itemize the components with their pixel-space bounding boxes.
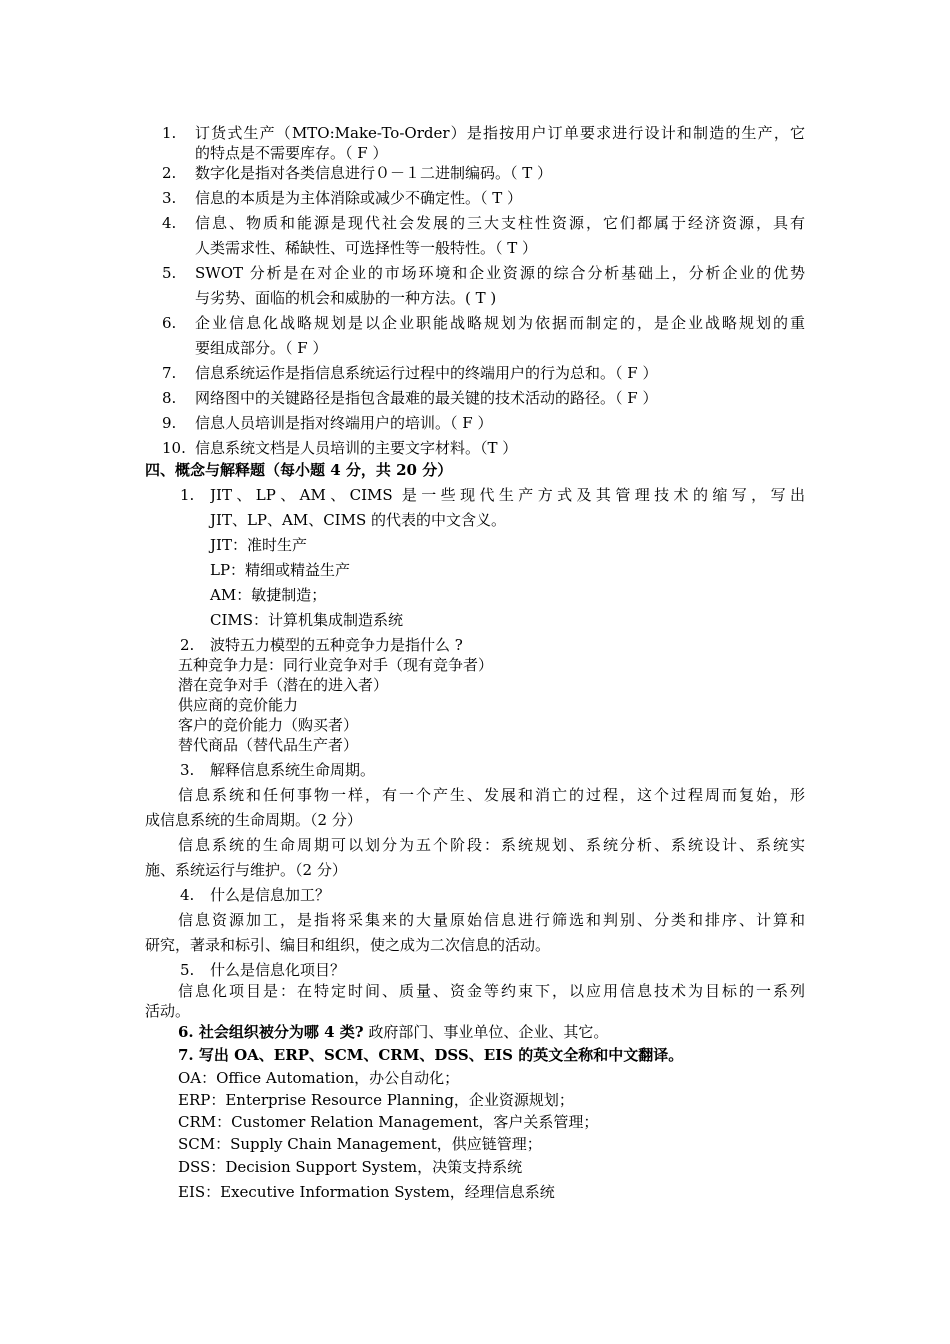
- tf-item-text: 信息、物质和能源是现代社会发展的三大支柱性资源，它们都属于经济资源，具有: [195, 214, 805, 232]
- answer-paragraph: 施、系统运行与维护。（2 分）: [145, 861, 347, 879]
- tf-item-number: 2.: [162, 164, 177, 182]
- answer-line: JIT：准时生产: [210, 536, 307, 554]
- tf-item-text: 人类需求性、稀缺性、可选择性等一般特性。（ T ）: [195, 239, 538, 257]
- question-text: JIT、LP、AM、CIMS 是一些现代生产方式及其管理技术的缩写，写出: [210, 486, 805, 504]
- answer-line: AM：敏捷制造；: [210, 586, 327, 604]
- tf-item-text: 的特点是不需要库存。（ F ）: [195, 144, 388, 162]
- answer-line: CRM：Customer Relation Management，客户关系管理；: [178, 1113, 599, 1131]
- question-number: 1.: [180, 486, 195, 504]
- answer-line: CIMS：计算机集成制造系统: [210, 611, 404, 629]
- question-number: 2.: [180, 636, 195, 654]
- tf-item-text: 企业信息化战略规划是以企业职能战略规划为依据而制定的，是企业战略规划的重: [195, 314, 805, 332]
- question-6-line: [178, 1022, 608, 1042]
- question-text: JIT、LP、AM、CIMS 的代表的中文含义。: [210, 511, 506, 529]
- question-number: 3.: [180, 761, 195, 779]
- answer-line: DSS：Decision Support System，决策支持系统: [178, 1158, 523, 1176]
- answer-line: 五种竞争力是：同行业竞争对手（现有竞争者）: [178, 656, 494, 674]
- question-text: 6. 社会组织被分为哪 4 类?: [178, 1023, 364, 1041]
- tf-item-number: 7.: [162, 364, 177, 382]
- answer-line: ERP：Enterprise Resource Planning，企业资源规划；: [178, 1091, 574, 1109]
- tf-item-number: 5.: [162, 264, 177, 282]
- question-text: 什么是信息化项目？: [210, 961, 346, 979]
- answer-paragraph: 活动。: [145, 1002, 191, 1020]
- question-number: 4.: [180, 886, 195, 904]
- answer-line: 替代商品（替代品生产者）: [178, 736, 359, 754]
- answer-line: 客户的竞价能力（购买者）: [178, 716, 359, 734]
- answer-paragraph: 研究，著录和标引、编目和组织，使之成为二次信息的活动。: [145, 936, 551, 954]
- question-text: 7. 写出 OA、ERP、SCM、CRM、DSS、EIS 的英文全称和中文翻译。: [178, 1046, 684, 1064]
- question-text: 波特五力模型的五种竞争力是指什么 ?: [210, 636, 463, 654]
- tf-item-text: 要组成部分。（ F ）: [195, 339, 328, 357]
- tf-item-text: 信息系统文档是人员培训的主要文字材料。（T ）: [195, 439, 518, 457]
- tf-item-number: 6.: [162, 314, 177, 332]
- answer-paragraph: 信息资源加工，是指将采集来的大量原始信息进行筛选和判别、分类和排序、计算和: [178, 911, 805, 929]
- answer-line: 政府部门、事业单位、企业、其它。: [363, 1023, 609, 1041]
- answer-line: EIS：Executive Information System，经理信息系统: [178, 1183, 555, 1201]
- question-text: 什么是信息加工？: [210, 886, 331, 904]
- tf-item-number: 8.: [162, 389, 177, 407]
- answer-paragraph: 信息系统的生命周期可以划分为五个阶段：系统规划、系统分析、系统设计、系统实: [178, 836, 805, 854]
- question-number: 5.: [180, 961, 195, 979]
- answer-paragraph: 成信息系统的生命周期。（2 分）: [145, 811, 362, 829]
- tf-item-number: 3.: [162, 189, 177, 207]
- answer-line: SCM：Supply Chain Management，供应链管理；: [178, 1135, 542, 1153]
- answer-line: OA：Office Automation，办公自动化；: [178, 1069, 460, 1087]
- tf-item-number: 4.: [162, 214, 177, 232]
- question-text: 解释信息系统生命周期。: [210, 761, 376, 779]
- tf-item-text: SWOT 分析是在对企业的市场环境和企业资源的综合分析基础上，分析企业的优势: [195, 264, 805, 282]
- section-heading: 四、概念与解释题（每小题 4 分，共 20 分）: [145, 461, 453, 479]
- tf-item-text: 订货式生产（MTO:Make-To-Order）是指按用户订单要求进行设计和制造的生产，它: [195, 124, 805, 142]
- answer-paragraph: 信息系统和任何事物一样，有一个产生、发展和消亡的过程，这个过程周而复始，形: [178, 786, 805, 804]
- answer-paragraph: 信息化项目是：在特定时间、质量、资金等约束下，以应用信息技术为目标的一系列: [178, 982, 805, 1000]
- tf-item-text: 信息人员培训是指对终端用户的培训。（ F ）: [195, 414, 493, 432]
- tf-item-number: 10.: [162, 439, 186, 457]
- answer-line: 潜在竞争对手（潜在的进入者）: [178, 676, 389, 694]
- tf-item-text: 信息系统运作是指信息系统运行过程中的终端用户的行为总和。（ F ）: [195, 364, 658, 382]
- answer-line: 供应商的竞价能力: [178, 696, 299, 714]
- tf-item-text: 数字化是指对各类信息进行０－１二进制编码。（ T ）: [195, 164, 553, 182]
- tf-item-text: 信息的本质是为主体消除或减少不确定性。（ T ）: [195, 189, 523, 207]
- tf-item-text: 与劣势、面临的机会和威胁的一种方法。( T ): [195, 289, 497, 307]
- answer-line: LP：精细或精益生产: [210, 561, 351, 579]
- tf-item-text: 网络图中的关键路径是指包含最难的最关键的技术活动的路径。（ F ）: [195, 389, 658, 407]
- tf-item-number: 9.: [162, 414, 177, 432]
- tf-item-number: 1.: [162, 124, 177, 142]
